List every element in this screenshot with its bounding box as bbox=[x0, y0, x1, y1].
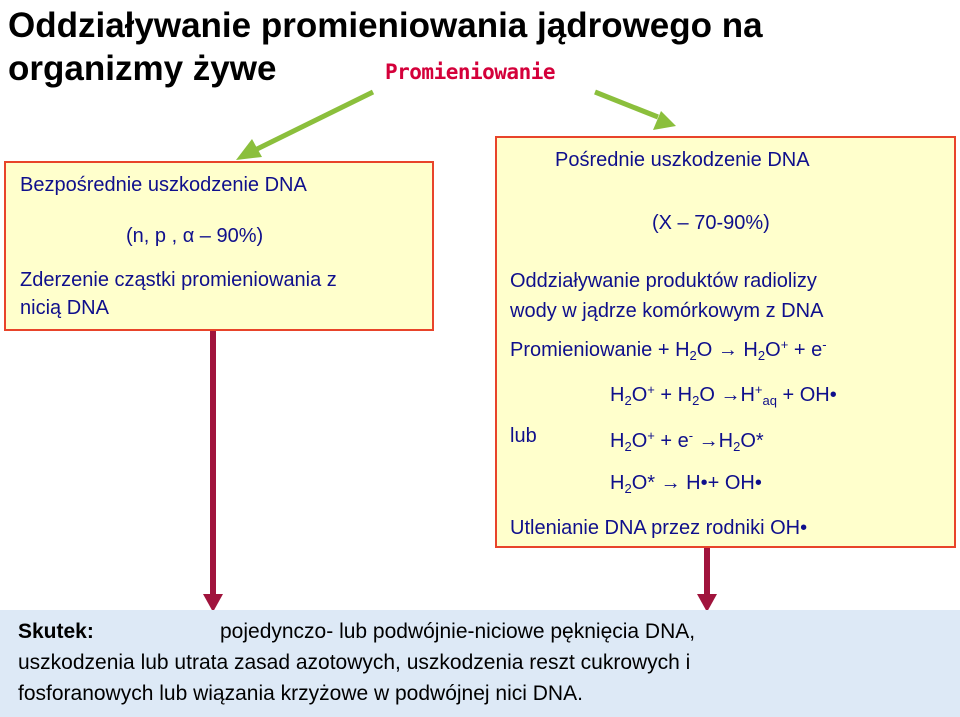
radiation-source-label: Promieniowanie bbox=[385, 60, 556, 84]
indirect-damage-heading: Pośrednie uszkodzenie DNA bbox=[555, 149, 810, 171]
indirect-damage-xray: (X – 70-90%) bbox=[652, 212, 770, 234]
indirect-damage-desc-line-2: wody w jądrze komórkowym z DNA bbox=[510, 300, 824, 322]
indirect-damage-box bbox=[495, 136, 956, 548]
lub-label: lub bbox=[510, 425, 537, 447]
direct-damage-heading: Bezpośrednie uszkodzenie DNA bbox=[20, 174, 307, 196]
title-line-1: Oddziaływanie promieniowania jądrowego na bbox=[8, 6, 763, 45]
reaction-hydronium: $H_2O^+ + H_2O \to H^+_{aq}$ + OH• bbox=[610, 382, 837, 408]
red-arrow-left bbox=[203, 331, 223, 612]
red-arrow-right bbox=[697, 548, 717, 612]
title-line-2: organizmy żywe bbox=[8, 49, 277, 88]
effects-box bbox=[0, 610, 960, 717]
indirect-damage-desc-line-1: Oddziaływanie produktów radiolizy bbox=[510, 270, 817, 292]
effects-line-1: pojedynczo- lub podwójnie-niciowe pęknięcia DNA, bbox=[220, 620, 696, 643]
green-arrow-right bbox=[595, 92, 676, 130]
effects-line-3: fosforanowych lub wiązania krzyżowe w podwójnej nici DNA. bbox=[18, 682, 583, 705]
green-arrow-left bbox=[236, 92, 373, 160]
effects-label: Skutek: bbox=[18, 620, 94, 643]
effects-line-2: uszkodzenia lub utrata zasad azotowych, uszkodzenia reszt cukrowych i bbox=[18, 651, 691, 674]
direct-damage-box bbox=[4, 161, 434, 331]
dna-oxidation-text: Utlenianie DNA przez rodniki OH• bbox=[510, 517, 808, 539]
direct-damage-particles: (n, p , α – 90%) bbox=[126, 225, 264, 247]
direct-damage-desc-line-2: nicią DNA bbox=[20, 297, 109, 319]
reaction-radiolysis: Promieniowanie + $H_2O \to H_2O^+ + e^-$ bbox=[510, 337, 827, 363]
reaction-dissociation: $H_2O*$ → H•+ OH• bbox=[610, 472, 762, 496]
direct-damage-desc-line-1: Zderzenie cząstki promieniowania z bbox=[20, 269, 337, 291]
reaction-excited-water: $H_2O^+ + e^- \to H_2O*$ bbox=[610, 428, 764, 454]
